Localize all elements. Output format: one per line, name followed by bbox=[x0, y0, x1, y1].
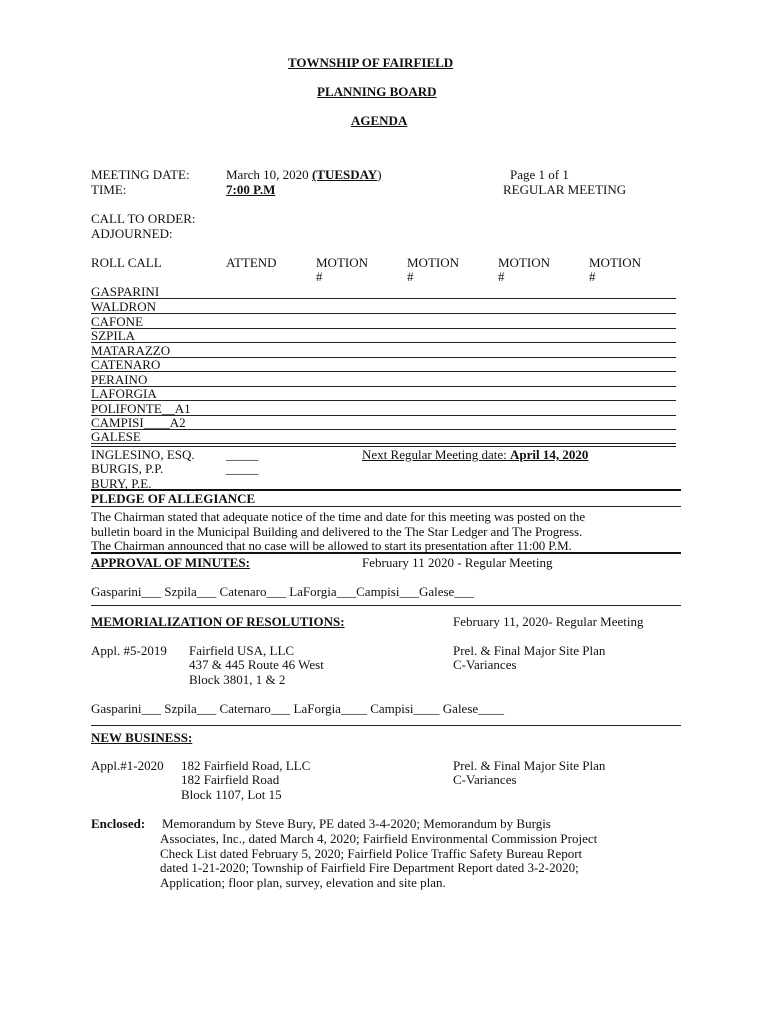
motion-header-1: MOTION bbox=[316, 255, 368, 270]
relief-line: C-Variances bbox=[453, 657, 517, 672]
enclosed-line: dated 1-21-2020; Township of Fairfield Fire Department Report dated 3-2-2020; bbox=[160, 860, 579, 875]
motion-header-3: MOTION bbox=[498, 255, 550, 270]
adjourned-label: ADJOURNED: bbox=[91, 226, 173, 241]
section-divider bbox=[91, 725, 681, 726]
roll-call-label: ROLL CALL bbox=[91, 255, 162, 270]
pledge-line: The Chairman announced that no case will be allowed to start its presentation after 11:00 P.M. bbox=[91, 538, 572, 553]
row-line bbox=[91, 371, 676, 372]
applicant-line: Fairfield USA, LLC bbox=[189, 643, 295, 658]
meeting-time-value: 7:00 P.M bbox=[226, 182, 276, 197]
relief-line: Prel. & Final Major Site Plan bbox=[453, 758, 606, 773]
relief-line: Prel. & Final Major Site Plan bbox=[453, 643, 606, 658]
motion-hash-1: # bbox=[316, 269, 323, 284]
board-title: PLANNING BOARD bbox=[317, 84, 437, 99]
row-line bbox=[91, 328, 676, 329]
member-row: CATENARO bbox=[91, 357, 161, 372]
meeting-type: REGULAR MEETING bbox=[503, 182, 627, 197]
row-line bbox=[91, 342, 676, 343]
appl-number: Appl. #5-2019 bbox=[91, 643, 167, 658]
member-row: SZPILA bbox=[91, 328, 136, 343]
motion-hash-3: # bbox=[498, 269, 505, 284]
staff-blank: _____ bbox=[226, 461, 259, 476]
meeting-day: (TUESDAY bbox=[311, 167, 378, 182]
call-to-order-label: CALL TO ORDER: bbox=[91, 211, 196, 226]
approval-title: APPROVAL OF MINUTES: bbox=[91, 555, 250, 570]
motion-hash-4: # bbox=[589, 269, 596, 284]
member-row: CAMPISI____A2 bbox=[91, 415, 186, 430]
member-row: LAFORGIA bbox=[91, 386, 157, 401]
meeting-date-value: March 10, 2020 (TUESDAY) bbox=[226, 167, 382, 182]
enclosed-line: Associates, Inc., dated March 4, 2020; Fairfield Environmental Commission Project bbox=[160, 831, 598, 846]
meeting-date-label: MEETING DATE: bbox=[91, 167, 190, 182]
enclosed-line: Application; floor plan, survey, elevation and site plan. bbox=[160, 875, 446, 890]
staff-blank: _____ bbox=[226, 447, 259, 462]
applicant-line: 182 Fairfield Road bbox=[181, 772, 280, 787]
staff-row: BURGIS, P.P. bbox=[91, 461, 164, 476]
row-line bbox=[91, 429, 676, 430]
enclosed-label: Enclosed: bbox=[91, 816, 146, 831]
next-meeting: Next Regular Meeting date: April 14, 2020 bbox=[362, 447, 589, 462]
pledge-title: PLEDGE OF ALLEGIANCE bbox=[91, 491, 256, 506]
pledge-line: The Chairman stated that adequate notice of the time and date for this meeting was posted on the bbox=[91, 509, 585, 524]
row-line bbox=[91, 386, 676, 387]
applicant-line: 437 & 445 Route 46 West bbox=[189, 657, 324, 672]
motion-header-2: MOTION bbox=[407, 255, 459, 270]
member-row: MATARAZZO bbox=[91, 343, 171, 358]
motion-hash-2: # bbox=[407, 269, 414, 284]
section-divider bbox=[91, 605, 681, 606]
row-line bbox=[91, 443, 676, 444]
member-row: POLIFONTE__A1 bbox=[91, 401, 191, 416]
member-row: PERAINO bbox=[91, 372, 148, 387]
page-number: Page 1 of 1 bbox=[510, 167, 569, 182]
applicant-line: Block 1107, Lot 15 bbox=[181, 787, 282, 802]
new-business-title: NEW BUSINESS: bbox=[91, 730, 193, 745]
row-line bbox=[91, 357, 676, 358]
memorialization-meeting: February 11, 2020- Regular Meeting bbox=[453, 614, 644, 629]
memorialization-title: MEMORIALIZATION OF RESOLUTIONS: bbox=[91, 614, 345, 629]
time-label: TIME: bbox=[91, 182, 127, 197]
applicant-line: Block 3801, 1 & 2 bbox=[189, 672, 286, 687]
member-row: WALDRON bbox=[91, 299, 156, 314]
staff-row: INGLESINO, ESQ. bbox=[91, 447, 195, 462]
enclosed-line: Check List dated February 5, 2020; Fairfield Police Traffic Safety Bureau Report bbox=[160, 846, 583, 861]
approval-vote: Gasparini___ Szpila___ Catenaro___ LaForgia___Campisi___Galese___ bbox=[91, 584, 474, 599]
pledge-line: bulletin board in the Municipal Building and delivered to the The Star Ledger and The Progress. bbox=[91, 524, 583, 539]
attend-header: ATTEND bbox=[226, 255, 277, 270]
next-meeting-date: April 14, 2020 bbox=[510, 447, 589, 462]
section-divider bbox=[91, 506, 681, 507]
memorialization-vote: Gasparini___ Szpila___ Caternaro___ LaForgia____ Campisi____ Galese____ bbox=[91, 701, 505, 716]
relief-line: C-Variances bbox=[453, 772, 517, 787]
member-row: GASPARINI bbox=[91, 284, 160, 299]
row-line bbox=[91, 298, 676, 299]
staff-blank: _____ bbox=[226, 476, 259, 491]
agenda-title: AGENDA bbox=[351, 113, 408, 128]
applicant-line: 182 Fairfield Road, LLC bbox=[181, 758, 311, 773]
approval-meeting: February 11 2020 - Regular Meeting bbox=[362, 555, 553, 570]
township-title: TOWNSHIP OF FAIRFIELD bbox=[288, 55, 454, 70]
section-divider bbox=[91, 552, 681, 554]
member-row: GALESE bbox=[91, 429, 141, 444]
motion-header-4: MOTION bbox=[589, 255, 641, 270]
member-row: CAFONE bbox=[91, 314, 144, 329]
row-line bbox=[91, 313, 676, 314]
appl-number: Appl.#1-2020 bbox=[91, 758, 164, 773]
enclosed-line: Memorandum by Steve Bury, PE dated 3-4-2020; Memorandum by Burgis bbox=[162, 816, 551, 831]
staff-row: BURY, P.E. bbox=[91, 476, 152, 491]
